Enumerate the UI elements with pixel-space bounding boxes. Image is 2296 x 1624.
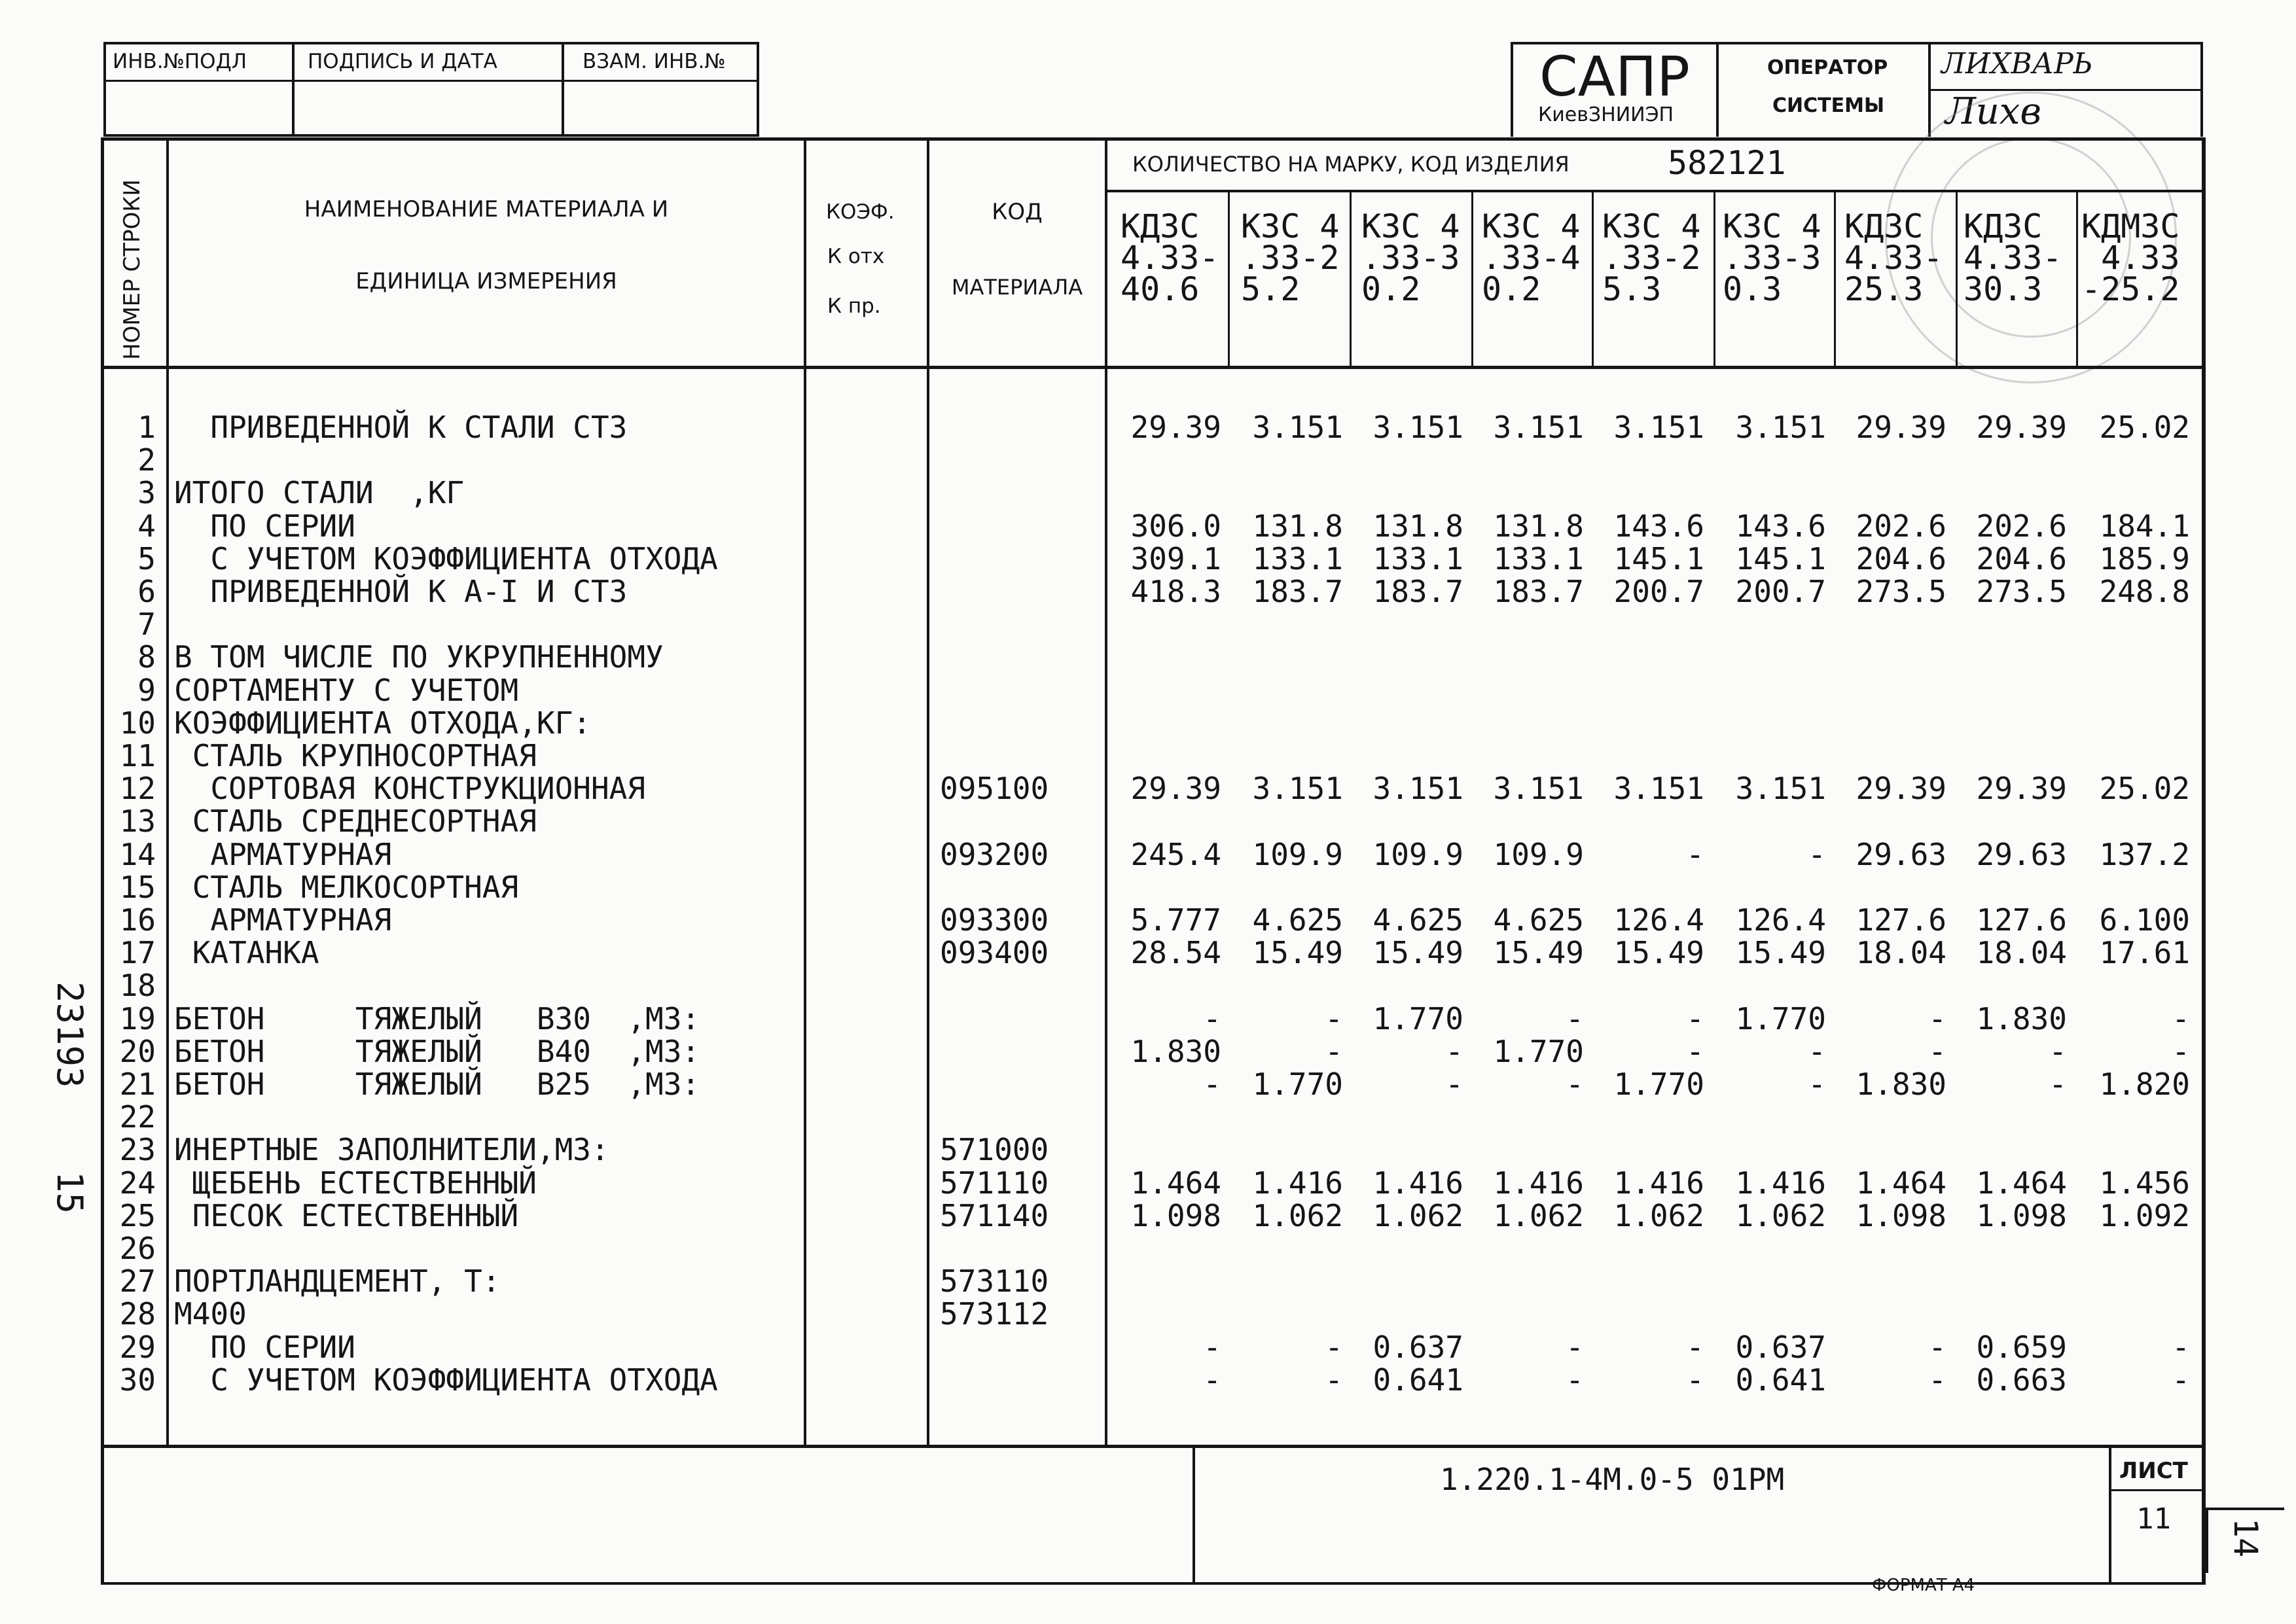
table-row: [0, 871, 2296, 904]
quantity-cell: -: [1445, 1034, 1463, 1069]
approval-header-replaced: ВЗАМ. ИНВ.№: [583, 50, 726, 73]
table-row: [0, 1101, 2296, 1134]
material-name: ЩЕБЕНЬ ЕСТЕСТВЕННЫЙ: [174, 1165, 537, 1201]
quantity-cell: 3.151: [1372, 410, 1463, 445]
quantity-cell: -: [2049, 1067, 2067, 1102]
mark-header: КД3С 4.33- 30.3: [1964, 207, 2062, 308]
quantity-cell: 25.02: [2099, 410, 2190, 445]
quantity-cell: 145.1: [1735, 541, 1826, 576]
material-name: СТАЛЬ КРУПНОСОРТНАЯ: [174, 738, 537, 773]
quantity-cell: 143.6: [1613, 508, 1704, 544]
table-row: [0, 1035, 2296, 1068]
quantity-cell: 1.830: [1856, 1067, 1946, 1102]
material-name: БЕТОН ТЯЖЕЛЫЙ В25 ,М3:: [174, 1067, 700, 1102]
row-number: 3: [137, 475, 156, 510]
row-number: 25: [119, 1198, 156, 1233]
quantity-cell: -: [1325, 1362, 1343, 1398]
row-number: 30: [119, 1362, 156, 1398]
quantity-cell: 184.1: [2099, 508, 2190, 544]
quantity-cell: -: [1325, 1001, 1343, 1036]
quantity-cell: 1.416: [1372, 1165, 1463, 1201]
table-row: [0, 674, 2296, 707]
material-name: АРМАТУРНАЯ: [174, 837, 392, 872]
quantity-cell: 3.151: [1493, 410, 1584, 445]
mark-header: КДМ3С 4.33 -25.2: [2081, 207, 2180, 308]
quantity-cell: -: [1928, 1362, 1946, 1398]
quantity-cell: 204.6: [1856, 541, 1946, 576]
quantity-cell: 1.062: [1493, 1198, 1584, 1233]
quantity-cell: 29.39: [1130, 771, 1221, 806]
quantity-cell: -: [1203, 1067, 1221, 1102]
mark-header: К3С 4 .33-3 0.3: [1723, 207, 1821, 308]
quantity-cell: 1.416: [1613, 1165, 1704, 1201]
row-number-header: НОМЕР СТРОКИ: [119, 179, 145, 360]
coef-header-line2: К отх: [827, 245, 885, 268]
row-number: 18: [119, 968, 156, 1003]
organization-name: КиевЗНИИЭП: [1538, 103, 1674, 126]
row-number: 16: [119, 902, 156, 938]
quantity-cell: 1.770: [1252, 1067, 1343, 1102]
operator-label-system: СИСТЕМЫ: [1772, 94, 1885, 117]
quantity-cell: -: [1928, 1330, 1946, 1365]
material-name: ПЕСОК ЕСТЕСТВЕННЫЙ: [174, 1198, 519, 1233]
quantity-cell: 17.61: [2099, 935, 2190, 970]
format-label: ФОРМАТ А4: [1872, 1576, 1975, 1595]
quantity-cell: -: [1566, 1330, 1584, 1365]
table-row: [0, 641, 2296, 674]
quantity-cell: 15.49: [1372, 935, 1463, 970]
approval-header-inventory: ИНВ.№ПОДЛ: [113, 50, 247, 73]
quantity-cell: 18.04: [1976, 935, 2067, 970]
row-number: 8: [137, 639, 156, 675]
mark-header: КД3С 4.33- 40.6: [1121, 207, 1219, 308]
quantity-cell: 15.49: [1252, 935, 1343, 970]
quantity-cell: 1.062: [1613, 1198, 1704, 1233]
table-row: [0, 739, 2296, 773]
coef-header-line1: КОЭФ.: [826, 200, 895, 224]
quantity-cell: 137.2: [2099, 837, 2190, 872]
quantity-cell: -: [1203, 1001, 1221, 1036]
material-name: ПРИВЕДЕННОЙ К А-I И СТ3: [174, 574, 628, 609]
quantity-cell: 1.098: [1856, 1198, 1946, 1233]
quantity-cell: 29.63: [1976, 837, 2067, 872]
material-name: БЕТОН ТЯЖЕЛЫЙ В30 ,М3:: [174, 1001, 700, 1036]
operator-signature: Лихв: [1945, 90, 2041, 133]
quantity-cell: 1.770: [1735, 1001, 1826, 1036]
quantity-cell: 3.151: [1252, 771, 1343, 806]
quantity-cell: 133.1: [1372, 541, 1463, 576]
material-name: С УЧЕТОМ КОЭФФИЦИЕНТА ОТХОДА: [174, 1362, 718, 1398]
quantity-cell: 29.39: [1856, 410, 1946, 445]
quantity-cell: 1.098: [1130, 1198, 1221, 1233]
quantity-cell: -: [1808, 1067, 1826, 1102]
quantity-cell: 15.49: [1613, 935, 1704, 970]
quantity-cell: 248.8: [2099, 574, 2190, 609]
table-row: [0, 936, 2296, 970]
row-number: 28: [119, 1296, 156, 1332]
quantity-cell: 3.151: [1735, 410, 1826, 445]
table-row: [0, 411, 2296, 444]
quantity-cell: 183.7: [1372, 574, 1463, 609]
material-name: ПРИВЕДЕННОЙ К СТАЛИ СТ3: [174, 410, 628, 445]
table-row: [0, 904, 2296, 937]
quantity-cell: 1.464: [1130, 1165, 1221, 1201]
material-code: 093300: [940, 902, 1049, 938]
material-name: КАТАНКА: [174, 935, 319, 970]
quantity-cell: 127.6: [1856, 902, 1946, 938]
quantity-cell: 273.5: [1856, 574, 1946, 609]
row-number: 21: [119, 1067, 156, 1102]
quantity-cell: -: [1686, 1330, 1704, 1365]
quantity-cell: -: [1325, 1330, 1343, 1365]
material-name: СОРТАМЕНТУ С УЧЕТОМ: [174, 673, 519, 708]
quantity-cell: 1.062: [1252, 1198, 1343, 1233]
material-code: 573110: [940, 1263, 1049, 1299]
quantity-cell: 109.9: [1493, 837, 1584, 872]
material-name: СТАЛЬ МЕЛКОСОРТНАЯ: [174, 870, 519, 905]
row-number: 4: [137, 508, 156, 544]
quantity-cell: 1.092: [2099, 1198, 2190, 1233]
quantity-cell: 0.641: [1372, 1362, 1463, 1398]
material-name: СТАЛЬ СРЕДНЕСОРТНАЯ: [174, 803, 537, 839]
quantity-cell: 18.04: [1856, 935, 1946, 970]
quantity-header: КОЛИЧЕСТВО НА МАРКУ, КОД ИЗДЕЛИЯ: [1132, 152, 1570, 177]
table-row: [0, 444, 2296, 477]
quantity-cell: 0.663: [1976, 1362, 2067, 1398]
quantity-cell: 202.6: [1976, 508, 2067, 544]
table-row: [0, 542, 2296, 576]
quantity-cell: -: [1686, 1362, 1704, 1398]
quantity-cell: 15.49: [1493, 935, 1584, 970]
row-number: 9: [137, 673, 156, 708]
margin-bracket-side: [2206, 1508, 2208, 1573]
quantity-cell: 29.39: [1976, 410, 2067, 445]
quantity-cell: 133.1: [1252, 541, 1343, 576]
table-row: [0, 838, 2296, 872]
sheet-number: 11: [2136, 1502, 2171, 1536]
table-row: [0, 575, 2296, 609]
material-name: СОРТОВАЯ КОНСТРУКЦИОННАЯ: [174, 771, 646, 806]
quantity-cell: 143.6: [1735, 508, 1826, 544]
row-number: 26: [119, 1231, 156, 1266]
quantity-cell: -: [1566, 1067, 1584, 1102]
quantity-cell: 133.1: [1493, 541, 1584, 576]
quantity-cell: -: [1203, 1330, 1221, 1365]
quantity-cell: 109.9: [1252, 837, 1343, 872]
table-row: [0, 805, 2296, 838]
material-code: 573112: [940, 1296, 1049, 1332]
quantity-cell: 1.416: [1493, 1165, 1584, 1201]
table-row: [0, 1167, 2296, 1200]
material-code: 095100: [940, 771, 1049, 806]
quantity-cell: 4.625: [1252, 902, 1343, 938]
quantity-cell: 1.770: [1613, 1067, 1704, 1102]
product-code: 582121: [1668, 144, 1786, 182]
table-row: [0, 1199, 2296, 1233]
quantity-cell: 3.151: [1613, 771, 1704, 806]
quantity-cell: 29.39: [1856, 771, 1946, 806]
quantity-cell: -: [1566, 1001, 1584, 1036]
quantity-cell: 3.151: [1735, 771, 1826, 806]
quantity-cell: 28.54: [1130, 935, 1221, 970]
quantity-cell: 1.098: [1976, 1198, 2067, 1233]
quantity-cell: -: [2172, 1362, 2190, 1398]
row-number: 20: [119, 1034, 156, 1069]
material-name: ПОРТЛАНДЦЕМЕНТ, Т:: [174, 1263, 501, 1299]
row-number: 1: [137, 410, 156, 445]
quantity-cell: -: [1203, 1362, 1221, 1398]
row-number: 19: [119, 1001, 156, 1036]
material-code: 571110: [940, 1165, 1049, 1201]
quantity-cell: -: [1566, 1362, 1584, 1398]
material-code: 571000: [940, 1132, 1049, 1167]
row-number: 27: [119, 1263, 156, 1299]
mark-header: К3С 4 .33-2 5.3: [1602, 207, 1701, 308]
quantity-cell: 4.625: [1493, 902, 1584, 938]
table-row: [0, 969, 2296, 1002]
quantity-cell: 200.7: [1735, 574, 1826, 609]
quantity-cell: 131.8: [1372, 508, 1463, 544]
quantity-cell: 131.8: [1252, 508, 1343, 544]
quantity-cell: 3.151: [1493, 771, 1584, 806]
quantity-cell: 204.6: [1976, 541, 2067, 576]
quantity-cell: 5.777: [1130, 902, 1221, 938]
quantity-cell: 200.7: [1613, 574, 1704, 609]
quantity-cell: 1.770: [1372, 1001, 1463, 1036]
mark-header: К3С 4 .33-4 0.2: [1482, 207, 1581, 308]
material-name: ИНЕРТНЫЕ ЗАПОЛНИТЕЛИ,М3:: [174, 1132, 609, 1167]
table-row: [0, 1364, 2296, 1397]
mark-header: К3С 4 .33-2 5.2: [1241, 207, 1340, 308]
material-code: 093200: [940, 837, 1049, 872]
quantity-cell: 185.9: [2099, 541, 2190, 576]
material-name: ПО СЕРИИ: [174, 1330, 355, 1365]
table-row: [0, 1068, 2296, 1101]
row-number: 24: [119, 1165, 156, 1201]
quantity-cell: 127.6: [1976, 902, 2067, 938]
table-row: [0, 1133, 2296, 1167]
row-number: 23: [119, 1132, 156, 1167]
quantity-cell: -: [2172, 1034, 2190, 1069]
mark-header: КД3С 4.33- 25.3: [1844, 207, 1943, 308]
table-row: [0, 772, 2296, 805]
table-row: [0, 1265, 2296, 1298]
margin-bracket: [2206, 1508, 2284, 1510]
inventory-number: 23193: [49, 981, 90, 1088]
material-name: М400: [174, 1296, 247, 1332]
material-name: КОЭФФИЦИЕНТА ОТХОДА,КГ:: [174, 705, 591, 741]
table-row: [0, 1297, 2296, 1331]
quantity-cell: 0.637: [1735, 1330, 1826, 1365]
quantity-cell: 1.416: [1735, 1165, 1826, 1201]
material-code: 093400: [940, 935, 1049, 970]
quantity-cell: 109.9: [1372, 837, 1463, 872]
quantity-cell: 1.820: [2099, 1067, 2190, 1102]
code-header-line1: КОД: [992, 199, 1043, 225]
material-header-line2: ЕДИНИЦА ИЗМЕРЕНИЯ: [355, 268, 617, 294]
page-mark: 14: [2227, 1518, 2265, 1558]
quantity-cell: 1.456: [2099, 1165, 2190, 1201]
quantity-cell: -: [1808, 1034, 1826, 1069]
quantity-cell: 183.7: [1252, 574, 1343, 609]
quantity-cell: 25.02: [2099, 771, 2190, 806]
row-number: 11: [119, 738, 156, 773]
table-row: [0, 1002, 2296, 1036]
quantity-cell: 1.464: [1976, 1165, 2067, 1201]
material-name: ИТОГО СТАЛИ ,КГ: [174, 475, 465, 510]
quantity-cell: 29.63: [1856, 837, 1946, 872]
quantity-cell: 1.770: [1493, 1034, 1584, 1069]
material-header-line1: НАИМЕНОВАНИЕ МАТЕРИАЛА И: [304, 196, 669, 222]
quantity-cell: 1.830: [1130, 1034, 1221, 1069]
row-number: 7: [137, 607, 156, 642]
quantity-cell: 3.151: [1372, 771, 1463, 806]
quantity-cell: 29.39: [1130, 410, 1221, 445]
quantity-cell: 1.464: [1856, 1165, 1946, 1201]
row-number: 17: [119, 935, 156, 970]
quantity-cell: -: [1928, 1034, 1946, 1069]
handwritten-number: 15: [49, 1171, 90, 1214]
quantity-cell: 183.7: [1493, 574, 1584, 609]
operator-name: ЛИХВАРЬ: [1941, 47, 2093, 80]
quantity-cell: -: [1928, 1001, 1946, 1036]
material-name: ПО СЕРИИ: [174, 508, 355, 544]
table-row: [0, 1232, 2296, 1265]
quantity-cell: 202.6: [1856, 508, 1946, 544]
quantity-cell: -: [2172, 1330, 2190, 1365]
row-number: 14: [119, 837, 156, 872]
quantity-cell: 418.3: [1130, 574, 1221, 609]
quantity-cell: 29.39: [1976, 771, 2067, 806]
row-number: 15: [119, 870, 156, 905]
quantity-cell: 145.1: [1613, 541, 1704, 576]
quantity-cell: -: [1445, 1067, 1463, 1102]
material-name: С УЧЕТОМ КОЭФФИЦИЕНТА ОТХОДА: [174, 541, 718, 576]
row-number: 5: [137, 541, 156, 576]
table-row: [0, 707, 2296, 740]
quantity-cell: 1.830: [1976, 1001, 2067, 1036]
quantity-cell: 4.625: [1372, 902, 1463, 938]
quantity-cell: 15.49: [1735, 935, 1826, 970]
table-row: [0, 1331, 2296, 1364]
quantity-cell: 3.151: [1252, 410, 1343, 445]
row-number: 13: [119, 803, 156, 839]
quantity-cell: 309.1: [1130, 541, 1221, 576]
row-number: 2: [137, 442, 156, 478]
coef-header-line3: К пр.: [827, 294, 881, 318]
quantity-cell: -: [1686, 1001, 1704, 1036]
row-number: 10: [119, 705, 156, 741]
document-code: 1.220.1-4М.0-5 01РМ: [1440, 1462, 1785, 1497]
quantity-cell: 273.5: [1976, 574, 2067, 609]
row-number: 29: [119, 1330, 156, 1365]
quantity-cell: 1.062: [1735, 1198, 1826, 1233]
quantity-cell: 1.416: [1252, 1165, 1343, 1201]
material-name: В ТОМ ЧИСЛЕ ПО УКРУПНЕННОМУ: [174, 639, 664, 675]
quantity-cell: -: [1325, 1034, 1343, 1069]
table-row: [0, 608, 2296, 641]
quantity-cell: -: [1686, 1034, 1704, 1069]
quantity-cell: 0.641: [1735, 1362, 1826, 1398]
row-number: 22: [119, 1099, 156, 1135]
quantity-cell: -: [1686, 837, 1704, 872]
quantity-cell: 0.637: [1372, 1330, 1463, 1365]
material-name: БЕТОН ТЯЖЕЛЫЙ В40 ,М3:: [174, 1034, 700, 1069]
material-code: 571140: [940, 1198, 1049, 1233]
mark-header: К3С 4 .33-3 0.2: [1361, 207, 1460, 308]
quantity-cell: 0.659: [1976, 1330, 2067, 1365]
table-row: [0, 476, 2296, 510]
quantity-cell: 131.8: [1493, 508, 1584, 544]
quantity-cell: 306.0: [1130, 508, 1221, 544]
row-number: 12: [119, 771, 156, 806]
system-name: САПР: [1539, 44, 1690, 109]
quantity-cell: 6.100: [2099, 902, 2190, 938]
quantity-cell: 126.4: [1735, 902, 1826, 938]
quantity-cell: -: [1808, 837, 1826, 872]
quantity-cell: 245.4: [1130, 837, 1221, 872]
row-number: 6: [137, 574, 156, 609]
quantity-cell: 3.151: [1613, 410, 1704, 445]
sheet-label: ЛИСТ: [2119, 1458, 2188, 1484]
quantity-cell: -: [2049, 1034, 2067, 1069]
quantity-cell: 1.062: [1372, 1198, 1463, 1233]
table-row: [0, 510, 2296, 543]
approval-header-signature: ПОДПИСЬ И ДАТА: [308, 50, 497, 73]
quantity-cell: -: [2172, 1001, 2190, 1036]
code-header-line2: МАТЕРИАЛА: [951, 275, 1083, 300]
material-name: АРМАТУРНАЯ: [174, 902, 392, 938]
operator-label: ОПЕРАТОР: [1767, 56, 1888, 79]
quantity-cell: 126.4: [1613, 902, 1704, 938]
